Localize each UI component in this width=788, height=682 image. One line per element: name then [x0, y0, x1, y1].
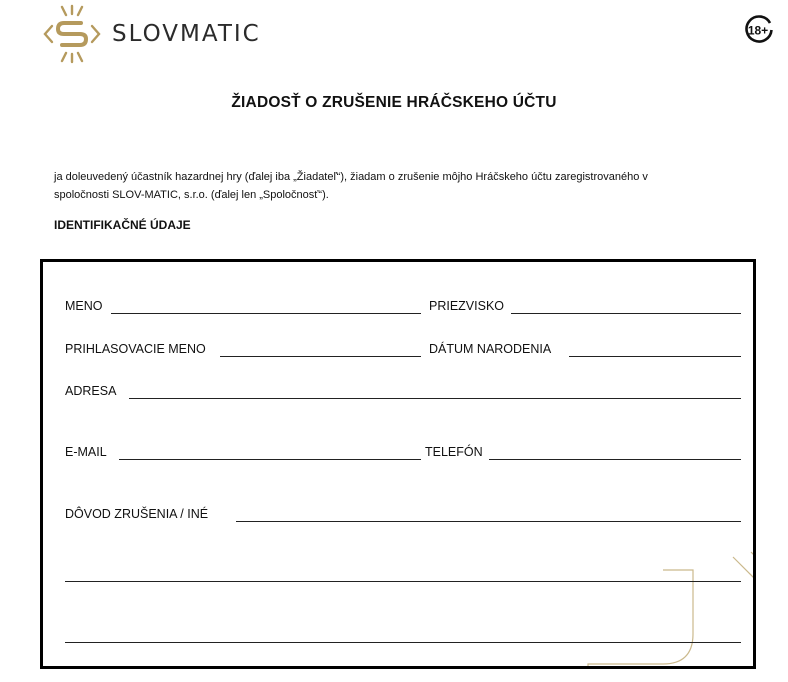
intro-line-1: ja doleuvedený účastník hazardnej hry (ďalej iba „Žiadateľ“), žiadam o zrušenie môjho Hráčskeho účtu zaregistrovaného v: [54, 171, 648, 183]
age-restriction-badge: [744, 14, 774, 44]
adresa-label: ADRESA: [65, 384, 117, 398]
email-label: E-MAIL: [65, 445, 107, 459]
telefon-label: TELEFÓN: [425, 445, 483, 459]
intro-line-2: spoločnosti SLOV-MATIC, s.r.o. (ďalej len „Spoločnosť“).: [54, 189, 329, 201]
telefon-field[interactable]: [489, 459, 741, 460]
meno-field[interactable]: [111, 313, 421, 314]
section-title: IDENTIFIKAČNÉ ÚDAJE: [54, 218, 191, 232]
priezvisko-label: PRIEZVISKO: [429, 299, 505, 313]
prihlasovacie-meno-field[interactable]: [220, 356, 421, 357]
email-field[interactable]: [119, 459, 421, 460]
datum-narodenia-field[interactable]: [569, 356, 741, 357]
brand-name: SLOVMATIC: [112, 21, 261, 47]
extra-line-2[interactable]: [65, 642, 741, 643]
prihlasovacie-meno-label: PRIHLASOVACIE MENO: [65, 342, 206, 356]
slovmatic-logo-icon: [40, 4, 104, 64]
adresa-field[interactable]: [129, 398, 741, 399]
page-title: ŽIADOSŤ O ZRUŠENIE HRÁČSKEHO ÚČTU: [231, 94, 557, 111]
dovod-field[interactable]: [236, 521, 741, 522]
datum-narodenia-label: DÁTUM NARODENIA: [429, 342, 552, 356]
decorative-watermark: [43, 262, 756, 669]
svg-text:18+: 18+: [747, 23, 769, 38]
priezvisko-field[interactable]: [511, 313, 741, 314]
identification-form: [40, 259, 756, 669]
dovod-label: DÔVOD ZRUŠENIA / INÉ: [65, 507, 209, 521]
meno-label: MENO: [65, 299, 103, 313]
extra-line-1[interactable]: [65, 581, 741, 582]
intro-text: [54, 168, 734, 204]
